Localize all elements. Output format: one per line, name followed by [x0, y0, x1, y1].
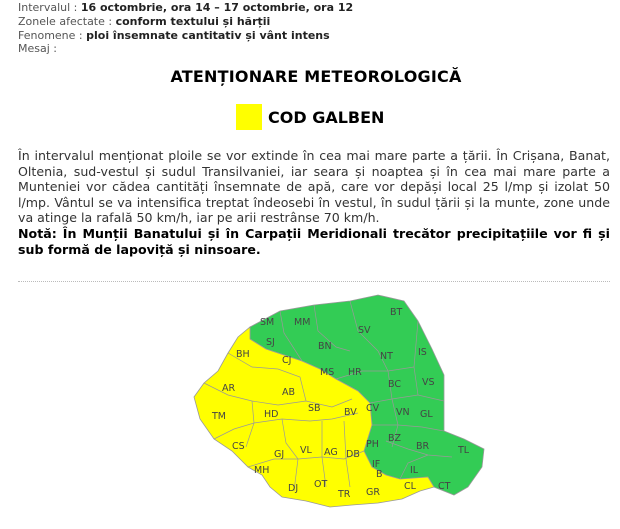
county-label-dj: DJ: [288, 483, 299, 494]
zones-value: conform textului și hărții: [115, 15, 271, 28]
zones-row: [18, 15, 270, 29]
county-label-gl: GL: [420, 409, 433, 420]
divider: [18, 281, 610, 282]
interval-value: 16 octombrie, ora 14 – 17 octombrie, ora 12: [80, 1, 354, 14]
county-label-bc: BC: [388, 379, 401, 390]
county-label-br: BR: [416, 441, 430, 452]
county-label-ot: OT: [314, 479, 328, 490]
county-label-b: B: [376, 469, 383, 480]
county-label-vs: VS: [422, 377, 435, 388]
county-label-gr: GR: [366, 487, 380, 498]
county-label-tl: TL: [458, 445, 470, 456]
county-label-bh: BH: [236, 349, 250, 360]
interval-row: [18, 1, 353, 15]
county-label-cj: CJ: [282, 355, 292, 366]
county-label-hd: HD: [264, 409, 279, 420]
county-label-mm: MM: [294, 317, 311, 328]
message-label: Mesaj :: [18, 42, 57, 55]
county-label-bn: BN: [318, 341, 332, 352]
phenomena-value: ploi însemnate cantitativ și vânt intens: [86, 29, 330, 42]
warning-note: Notă: În Munții Banatului și în Carpații Meridionali trecător precipitațiile vor fi și sub formă de lapoviță și ninsoare.: [18, 225, 610, 257]
warning-title: ATENȚIONARE METEOROLOGICĂ: [170, 67, 462, 86]
romania-map-svg: [182, 291, 496, 529]
county-label-ab: AB: [282, 387, 296, 398]
county-label-if: IF: [372, 459, 381, 470]
county-label-ms: MS: [320, 367, 335, 378]
code-label: COD GALBEN: [268, 107, 385, 127]
county-label-tr: TR: [338, 489, 351, 500]
zones-label: Zonele afectate :: [18, 15, 116, 28]
county-label-nt: NT: [380, 351, 393, 362]
warning-paragraph: În intervalul menționat ploile se vor extinde în cea mai mare parte a țării. În Crișana, Banat, Oltenia, sud-vestul și sudul Transilvaniei, iar seara și noaptea și în cea mai mare parte a Munteniei vor cădea cantități însemnate de apă, care vor depăși local 25 l/mp și izolat 50 l/mp. Vântul se va intensifica treptat îndeosebi în vestul, în sudul țării și la munte, zone unde va atinge la rafală 50 km/h, iar pe arii restrânse 70 km/h.: [18, 148, 610, 226]
county-label-cv: CV: [366, 403, 380, 414]
phenomena-row: [18, 29, 330, 43]
county-label-gj: GJ: [274, 449, 285, 460]
county-label-bz: BZ: [388, 433, 402, 444]
county-label-hr: HR: [348, 367, 362, 378]
county-label-sb: SB: [308, 403, 321, 414]
county-label-bv: BV: [344, 407, 357, 418]
county-label-cs: CS: [232, 441, 245, 452]
county-label-vn: VN: [396, 407, 410, 418]
county-label-tm: TM: [212, 411, 226, 422]
county-label-vl: VL: [300, 445, 312, 456]
county-label-sv: SV: [358, 325, 371, 336]
county-label-cl: CL: [404, 481, 416, 492]
county-label-mh: MH: [254, 465, 270, 476]
code-badge: [236, 104, 384, 130]
code-color-swatch: [236, 104, 262, 130]
county-label-ar: AR: [222, 383, 236, 394]
phenomena-label: Fenomene :: [18, 29, 87, 42]
county-label-sj: SJ: [266, 337, 275, 348]
county-label-bt: BT: [390, 307, 403, 318]
county-label-db: DB: [346, 449, 360, 460]
county-label-is: IS: [418, 347, 427, 358]
warning-body: [18, 148, 610, 257]
county-label-ct: CT: [438, 481, 451, 492]
warning-map: [182, 291, 496, 529]
county-label-sm: SM: [260, 317, 275, 328]
county-label-il: IL: [410, 465, 419, 476]
interval-label: Intervalul :: [18, 1, 81, 14]
county-label-ag: AG: [324, 447, 338, 458]
county-label-ph: PH: [366, 439, 379, 450]
message-row: [18, 42, 57, 56]
